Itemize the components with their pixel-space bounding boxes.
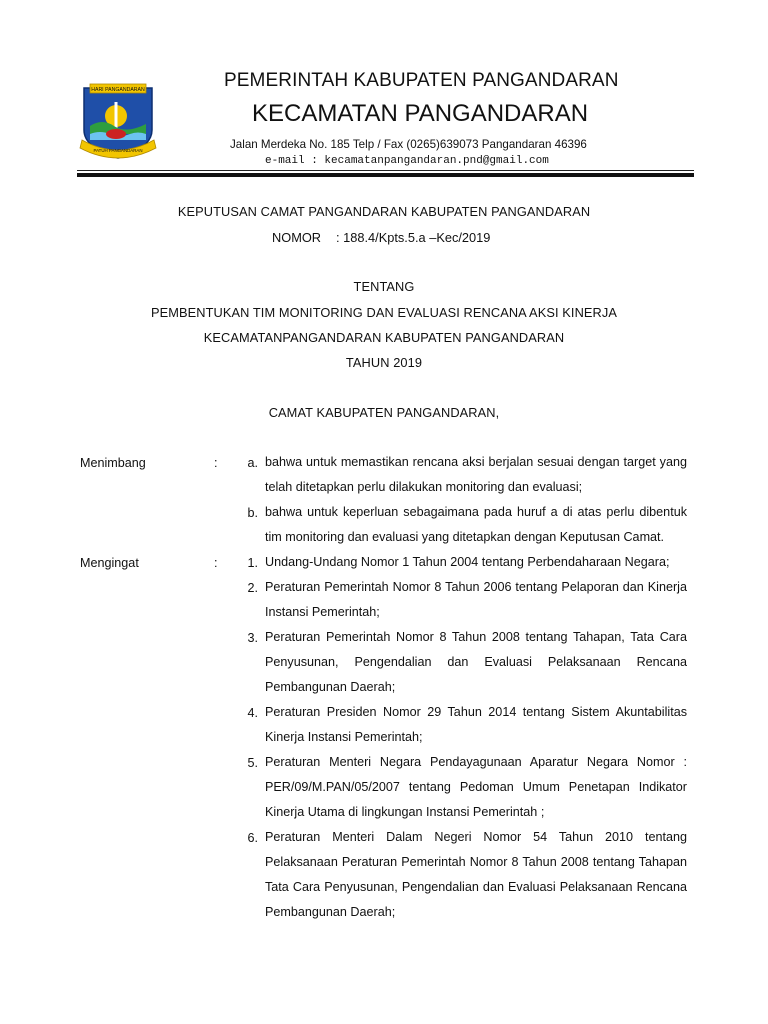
list-item-marker: b. xyxy=(247,506,258,520)
list-item-text: Peraturan Pemerintah Nomor 8 Tahun 2008 tentang Tahapan, Tata Cara Penyusunan, Pengendalian dan Evaluasi Pelaksanaan Rencana Pembangunan Daerah; xyxy=(265,630,687,694)
menimbang-colon: : xyxy=(214,456,218,470)
subject-line-3: TAHUN 2019 xyxy=(345,355,423,370)
list-item-text: bahwa untuk keperluan sebagaimana pada huruf a di atas perlu dibentuk tim monitoring dan evaluasi yang ditetapkan dengan Keputusan Camat. xyxy=(265,505,687,544)
list-item-marker: 6. xyxy=(247,831,258,845)
mengingat-colon: : xyxy=(214,556,218,570)
letterhead-divider-thick xyxy=(77,173,694,177)
menimbang-label: Menimbang xyxy=(80,456,146,470)
mengingat-label: Mengingat xyxy=(80,556,139,570)
decree-number xyxy=(272,230,490,245)
subject-line-2: KECAMATANPANGANDARAN KABUPATEN PANGANDARAN xyxy=(203,330,565,345)
list-item-marker: 2. xyxy=(247,581,258,595)
list-item-text: bahwa untuk memastikan rencana aksi berjalan sesuai dengan target yang telah ditetapkan perlu dilakukan monitoring dan evaluasi; xyxy=(265,455,687,494)
letterhead-divider-thin xyxy=(77,170,694,171)
list-item-marker: 3. xyxy=(247,631,258,645)
pangandaran-regency-emblem xyxy=(76,82,160,162)
list-item-text: Undang-Undang Nomor 1 Tahun 2004 tentang Perbendaharaan Negara; xyxy=(265,555,670,569)
list-item-text: Peraturan Pemerintah Nomor 8 Tahun 2006 tentang Pelaporan dan Kinerja Instansi Pemerintah; xyxy=(265,580,687,619)
decree-title: KEPUTUSAN CAMAT PANGANDARAN KABUPATEN PANGANDARAN xyxy=(177,204,591,219)
list-item-marker: 5. xyxy=(247,756,258,770)
emblem-banner-text: HARI PANGANDARAN xyxy=(91,87,145,93)
authority-heading: CAMAT KABUPATEN PANGANDARAN, xyxy=(268,405,500,420)
office-address: Jalan Merdeka No. 185 Telp / Fax (0265)639073 Pangandaran 46396 xyxy=(230,138,587,151)
list-item-text: Peraturan Menteri Dalam Negeri Nomor 54 Tahun 2010 tentang Pelaksanaan Peraturan Pemerintah Nomor 8 Tahun 2008 tentang Tahapan Tata Cara Penyusunan, Pengendalian dan Evaluasi Pelaksanaan Rencana Pembangunan Daerah; xyxy=(265,830,687,919)
list-item-text: Peraturan Presiden Nomor 29 Tahun 2014 tentang Sistem Akuntabilitas Kinerja Instansi Pemerintah; xyxy=(265,705,687,744)
subject-line-1: PEMBENTUKAN TIM MONITORING DAN EVALUASI RENCANA AKSI KINERJA xyxy=(150,305,618,320)
office-email: e-mail : kecamatanpangandaran.pnd@gmail.com xyxy=(265,155,549,167)
office-name: KECAMATAN PANGANDARAN xyxy=(252,100,589,127)
emblem-motto-text: PATUH PANGANDARAN xyxy=(93,148,143,153)
list-item-marker: 1. xyxy=(247,556,258,570)
list-item-marker: 4. xyxy=(247,706,258,720)
tentang-heading: TENTANG xyxy=(353,279,415,294)
decree-number-value: : 188.4/Kpts.5.a –Kec/2019 xyxy=(336,230,491,245)
government-name: PEMERINTAH KABUPATEN PANGANDARAN xyxy=(224,70,619,91)
list-item-marker: a. xyxy=(247,456,258,470)
decree-number-label: NOMOR xyxy=(272,230,322,245)
list-item-text: Peraturan Menteri Negara Pendayagunaan Aparatur Negara Nomor : PER/09/M.PAN/05/2007 tentang Pedoman Umum Penetapan Indikator Kinerja Utama di lingkungan Instansi Pemerintah ; xyxy=(265,755,687,819)
